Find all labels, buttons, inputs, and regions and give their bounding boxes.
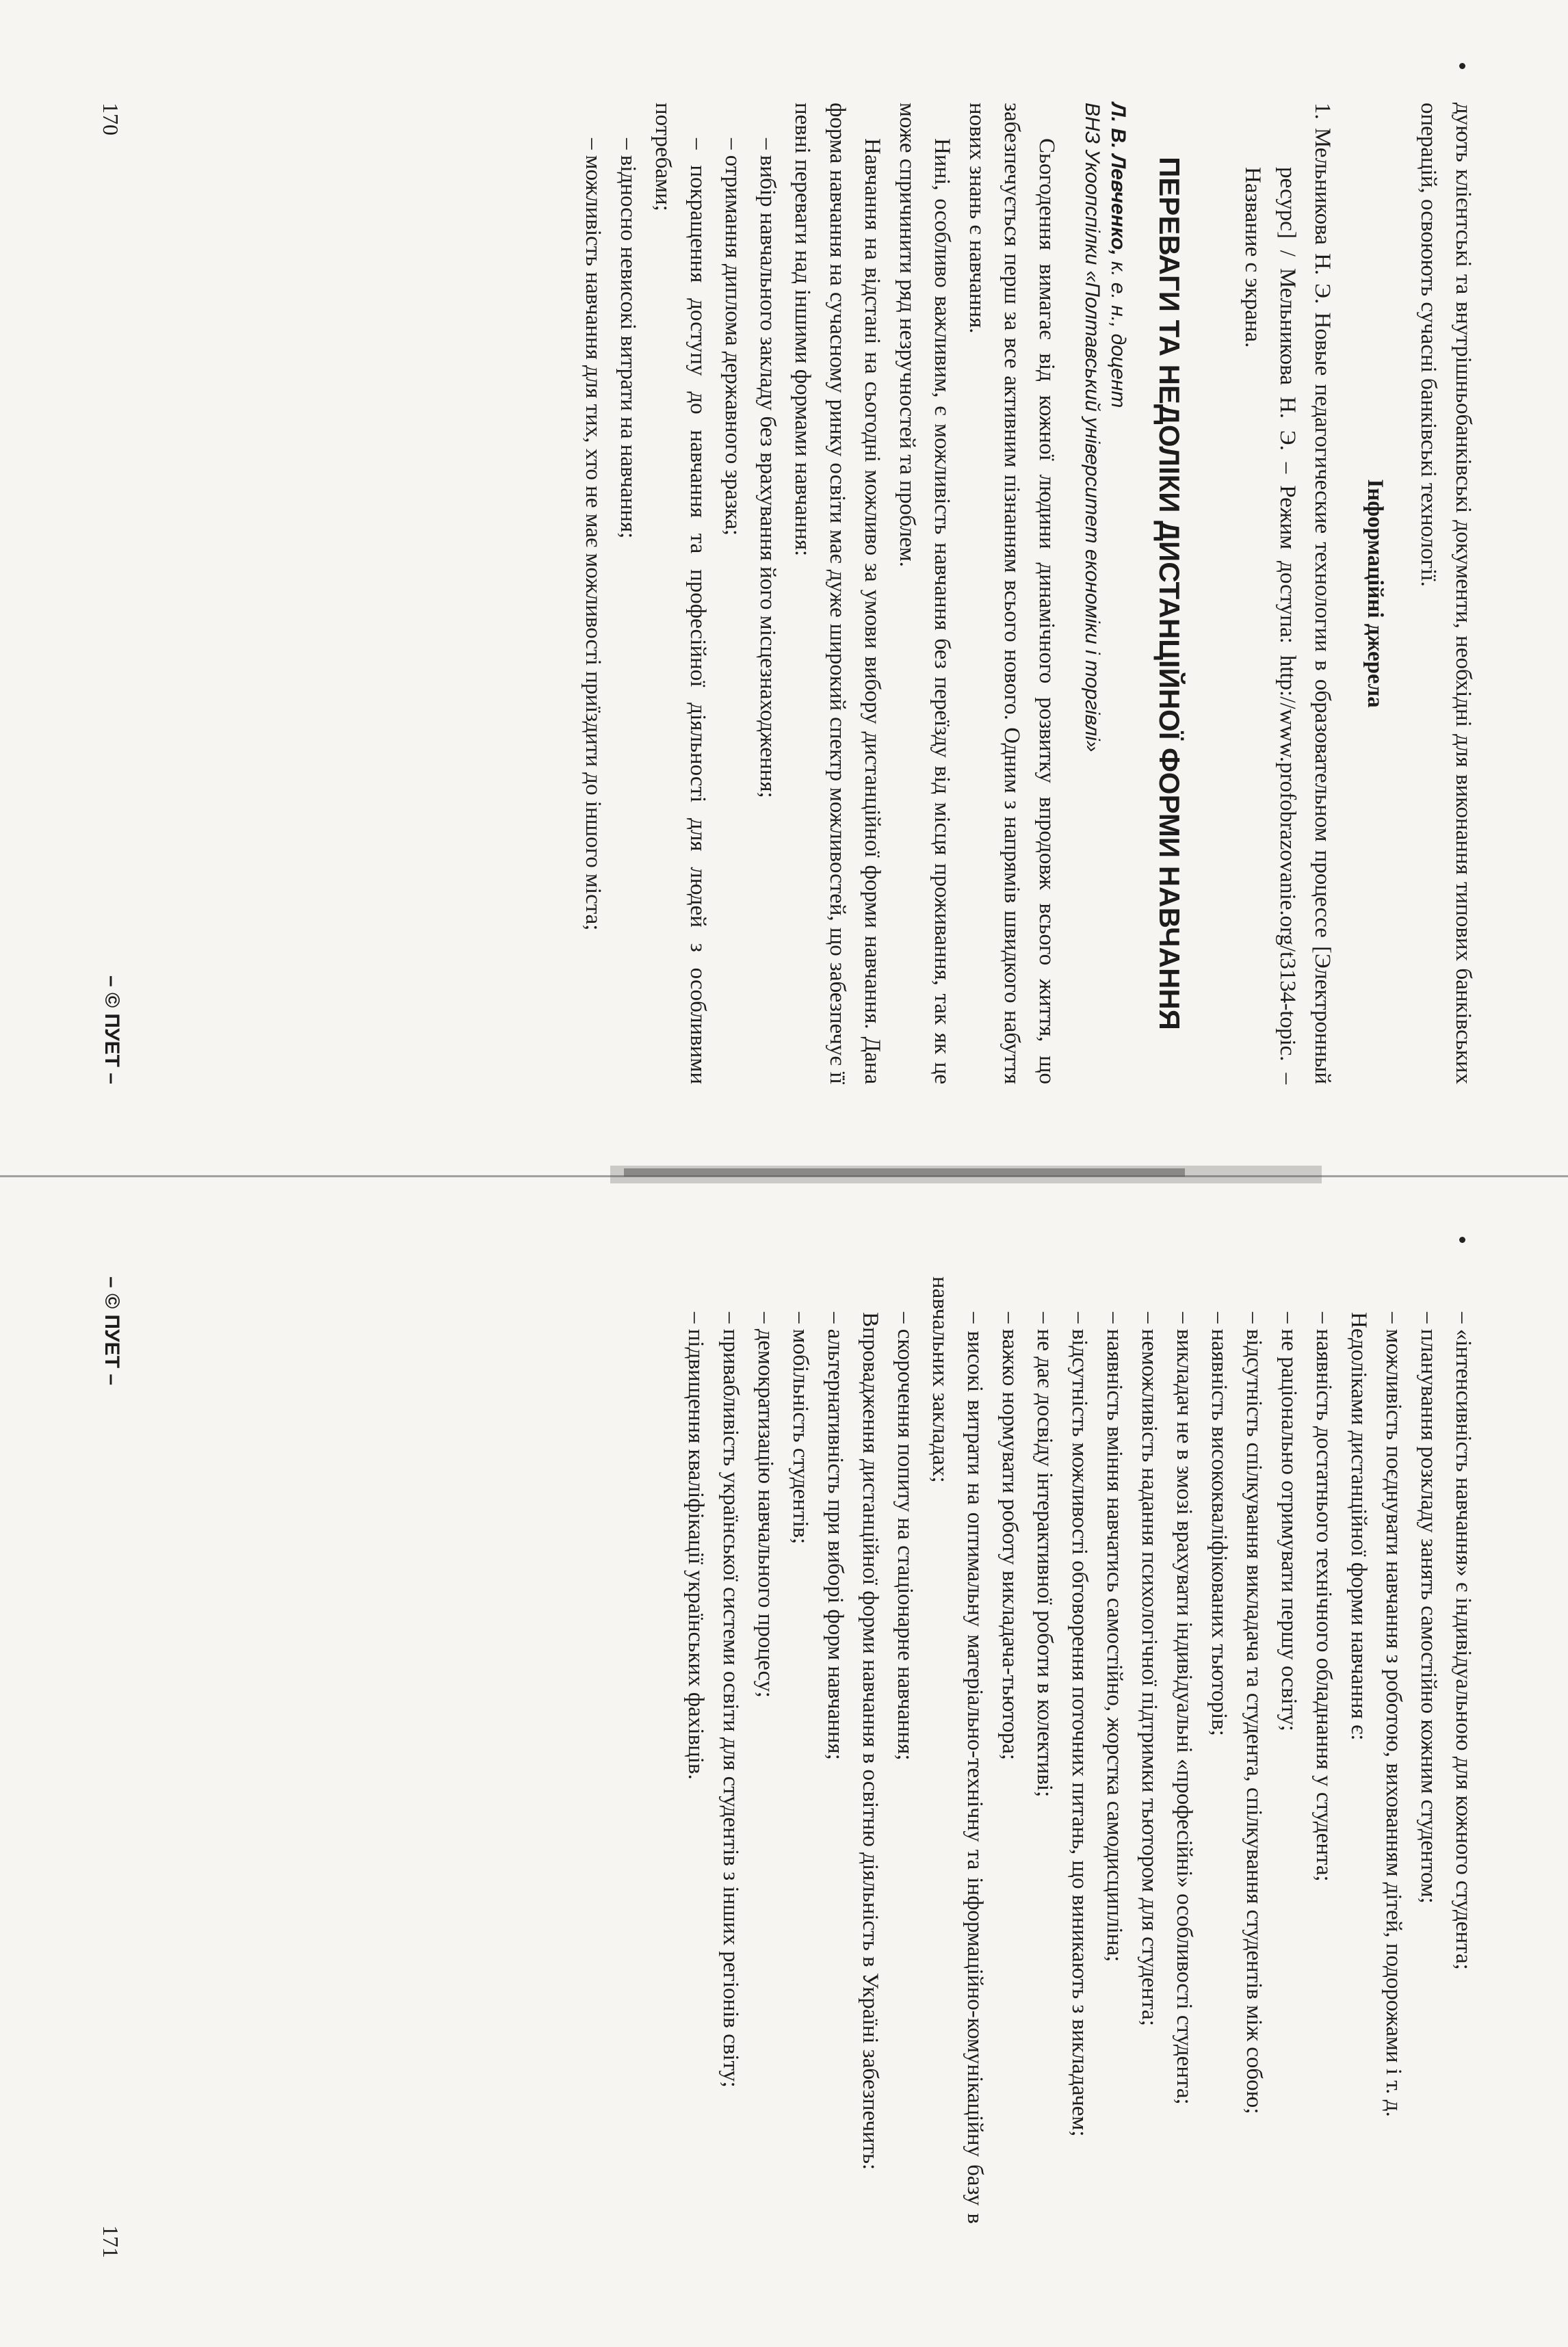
- list-item: – можливість поєднувати навчання з роботою, вихованням дітей, подорожами і т. д.: [1381, 1312, 1406, 2117]
- list-item: – демократизацію навчального процесу;: [753, 1312, 778, 1698]
- continuation-paragraph: дують клієнтські та внутрішньобанківські документи, необхідні для виконання типових банківських операцій, освоюють сучасні банківські технології.: [1416, 103, 1476, 1084]
- implementation-intro: Впровадження дистанційної форми навчання в освітню діяльність в Україні забезпечить:: [858, 1312, 883, 2171]
- list-item: – викладач не в змозі врахувати індивідуальні «професійні» особливості студента;: [1172, 1312, 1197, 2105]
- list-item: – отримання диплома державного зразка;: [720, 138, 745, 536]
- list-item: – важко нормувати роботу викладача-тьютора;: [997, 1312, 1022, 1761]
- scan-speck: [1459, 63, 1465, 69]
- list-item: – наявність висококваліфікованих тьюторів;: [1207, 1312, 1231, 1736]
- body-paragraph: Навчання на відстані на сьогодні можливо за умови вибору дистанційної форми навчання. Дана форма навчання на сучасному ринку освіти має дуже широкий спектр можливостей, що забезпечує її певні переваги над іншими формами навчання:: [790, 103, 885, 1084]
- author-degree: к. е. н., доцент: [1107, 255, 1129, 408]
- list-item: – наявність достатнього технічного обладнання у студента;: [1311, 1312, 1336, 1882]
- list-item: – високі витрати на оптимальну матеріально-технічну та інформаційно-комунікаційну базу в навчальних закладах;: [928, 1276, 987, 2224]
- reference-item: 1. Мельникова Н. Э. Новые педагогические технологии в образовательном процессе [Электронный ресурс] / Мельникова Н. Э. – Режим доступа: http://www.profobrazovanie.org/t3134-topic. – Название с экрана.: [1240, 103, 1335, 1084]
- page-number: 170: [99, 103, 123, 135]
- body-paragraph: Сьогодення вимагає від кожної людини динамічного розвитку впродовж всього життя, що забезпечується перш за все активним пізнанням всього нового. Одним з напрямів швидкого набуття нових знань є навчання.: [965, 103, 1059, 1084]
- footer-brand: – © ПУЕТ –: [101, 1276, 123, 1386]
- scan-speck: [1459, 1237, 1465, 1243]
- list-item: – неможливість надання психологічної підтримки тьютором для студента;: [1137, 1312, 1162, 2026]
- sources-heading: Інформаційні джерела: [1363, 479, 1387, 708]
- list-item: – вибір навчального закладу без врахування його місцезнаходження;: [755, 138, 780, 798]
- page-footer: [89, 1276, 123, 2258]
- list-item: – скорочення попиту на стаціонарне навчання;: [893, 1312, 917, 1761]
- list-item: – наявність вміння навчатись самостійно, жорстка самодисципліна;: [1102, 1312, 1127, 1963]
- list-item: – альтернативність при виборі форм навчання;: [823, 1312, 848, 1760]
- footer-brand: – © ПУЕТ –: [101, 975, 123, 1084]
- list-item: – не дає досвіду інтерактивної роботи в колективі;: [1032, 1312, 1057, 1798]
- list-item: – не раціонально отримувати першу освіту;: [1277, 1312, 1301, 1731]
- body-paragraph: Нині, особливо важливим, є можливість навчання без переїзду від місця проживання, так як це може спричинити ряд незручностей та проблем.: [895, 103, 954, 1084]
- list-item: – покращення доступу до навчання та професійної діяльності для людей з особливими потребами;: [651, 103, 710, 1084]
- disadvantages-intro: Недоліками дистанційної форми навчання є:: [1346, 1312, 1371, 1741]
- list-item: – підвищення кваліфікації українських фахівців.: [683, 1312, 708, 1780]
- list-item: – «інтенсивність навчання» є індивідуальною для кожного студента;: [1451, 1312, 1476, 1970]
- list-item: – відносно невисокі витрати на навчання;: [616, 138, 640, 539]
- affiliation: ВНЗ Укоопспілки «Полтавський університет економіки і торгівлі»: [1081, 103, 1103, 752]
- page-number: 171: [99, 2225, 123, 2258]
- list-item: – можливість навчання для тих, хто не має можливості приїздити до іншого міста;: [581, 138, 605, 931]
- author-line: [1105, 103, 1131, 1084]
- page-171: [0, 1174, 1568, 2347]
- page-170: [0, 0, 1568, 1173]
- list-item: – відсутність спілкування викладача та студента, спілкування студентів між собою;: [1242, 1312, 1266, 2114]
- page-footer: [89, 103, 123, 1084]
- list-item: – привабливість української системи освіти для студентів з інших регіонів світу;: [718, 1312, 743, 2088]
- list-item: – мобільність студентів;: [788, 1312, 813, 1545]
- article-title: ПЕРЕВАГИ ТА НЕДОЛІКИ ДИСТАНЦІЙНОЇ ФОРМИ НАВЧАННЯ: [1153, 157, 1186, 1030]
- author-name: Л. В. Левченко,: [1107, 103, 1129, 256]
- list-item: – відсутність можливості обговорення поточних питань, що виникають з викладачем;: [1067, 1312, 1092, 2137]
- list-item: – планування розкладу занять самостійно кожним студентом;: [1416, 1312, 1441, 1904]
